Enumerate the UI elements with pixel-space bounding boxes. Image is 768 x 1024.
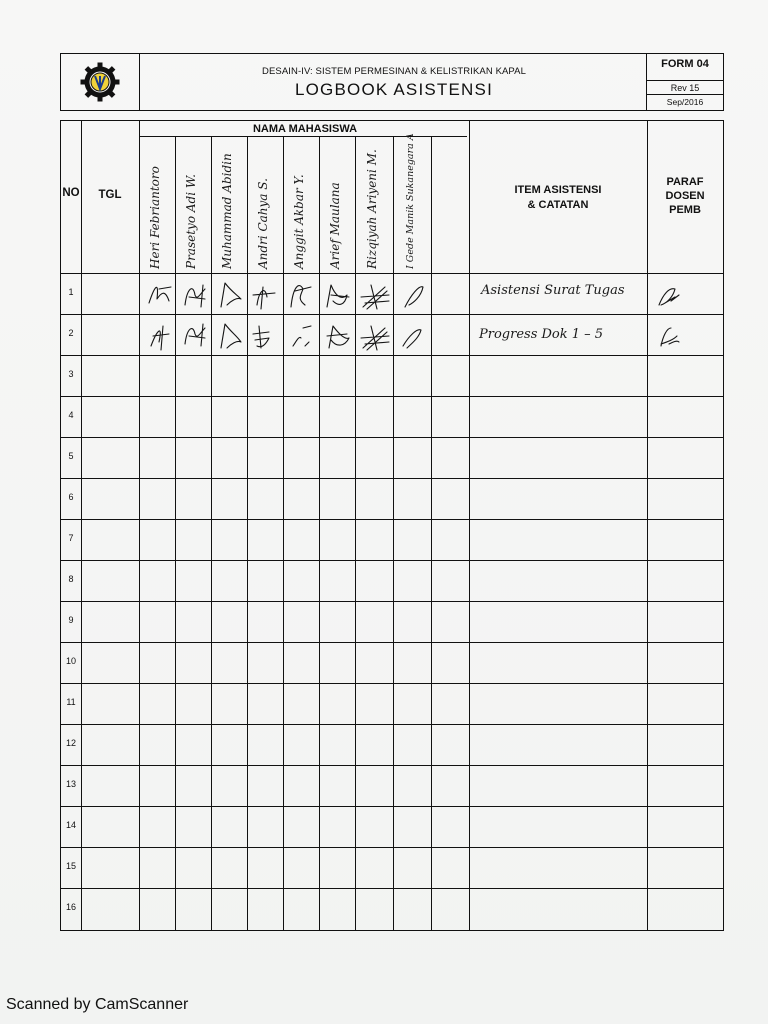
student-name: Muhammad Abidin [220, 153, 234, 269]
col-paraf-line1: PARAF [666, 176, 704, 188]
col-tgl-header: TGL [98, 189, 122, 201]
logo-cell [61, 54, 140, 110]
title-cell [139, 54, 649, 110]
row-number: 5 [68, 451, 74, 461]
scanner-watermark: Scanned by CamScanner [6, 996, 189, 1013]
row-number: 14 [65, 820, 76, 830]
row-number: 10 [65, 656, 76, 666]
student-name: Prasetyo Adi W. [184, 174, 198, 269]
student-name: Andri Cahya S. [256, 178, 270, 269]
student-name: Anggit Akbar Y. [292, 174, 306, 269]
logbook-title: LOGBOOK ASISTENSI [294, 80, 493, 99]
row-number: 4 [68, 410, 74, 420]
row-number: 3 [68, 369, 74, 379]
col-paraf-line2: DOSEN [665, 190, 705, 202]
col-paraf-header [647, 175, 723, 217]
row-number: 16 [65, 902, 76, 912]
form-date: Sep/2016 [647, 94, 723, 107]
course-subtitle: DESAIN-IV: SISTEM PERMESINAN & KELISTRIKAN KAPAL [261, 66, 526, 77]
row-number: 2 [68, 328, 74, 338]
row-number: 6 [68, 492, 74, 502]
student-name: Rizqiyah Ariyeni M. [365, 149, 379, 269]
row-number: 7 [68, 533, 74, 543]
row-number: 13 [65, 779, 76, 789]
student-name: I Gede Manik Sukanegara A [405, 133, 416, 269]
row-number: 15 [65, 861, 76, 871]
col-nama-header: NAMA MAHASISWA [252, 123, 358, 135]
row-number: 9 [68, 615, 74, 625]
entry-note: Asistensi Surat Tugas [481, 283, 625, 298]
institution-logo-icon [80, 62, 120, 102]
signature-image [141, 275, 469, 313]
col-item-line1: ITEM ASISTENSI [514, 184, 602, 196]
lecturer-paraf-image [651, 318, 721, 352]
col-no-header: NO [62, 187, 80, 199]
student-name: Heri Febriantoro [148, 166, 162, 269]
entry-note: Progress Dok 1 – 5 [479, 327, 604, 342]
form-id: FORM 04 [661, 58, 709, 70]
signature-image [141, 316, 469, 354]
col-item-header [469, 183, 647, 213]
form-info-cell [646, 54, 723, 110]
row-number: 12 [65, 738, 76, 748]
col-item-line2: & CATATAN [527, 199, 589, 211]
logbook-table [60, 120, 724, 931]
form-revision: Rev 15 [647, 80, 723, 93]
row-number: 8 [68, 574, 74, 584]
student-name: Arief Maulana [328, 182, 342, 269]
col-paraf-line3: PEMB [669, 204, 701, 216]
row-number: 1 [68, 287, 74, 297]
row-number: 11 [66, 697, 76, 707]
lecturer-paraf-image [651, 277, 721, 311]
form-header [60, 53, 724, 111]
